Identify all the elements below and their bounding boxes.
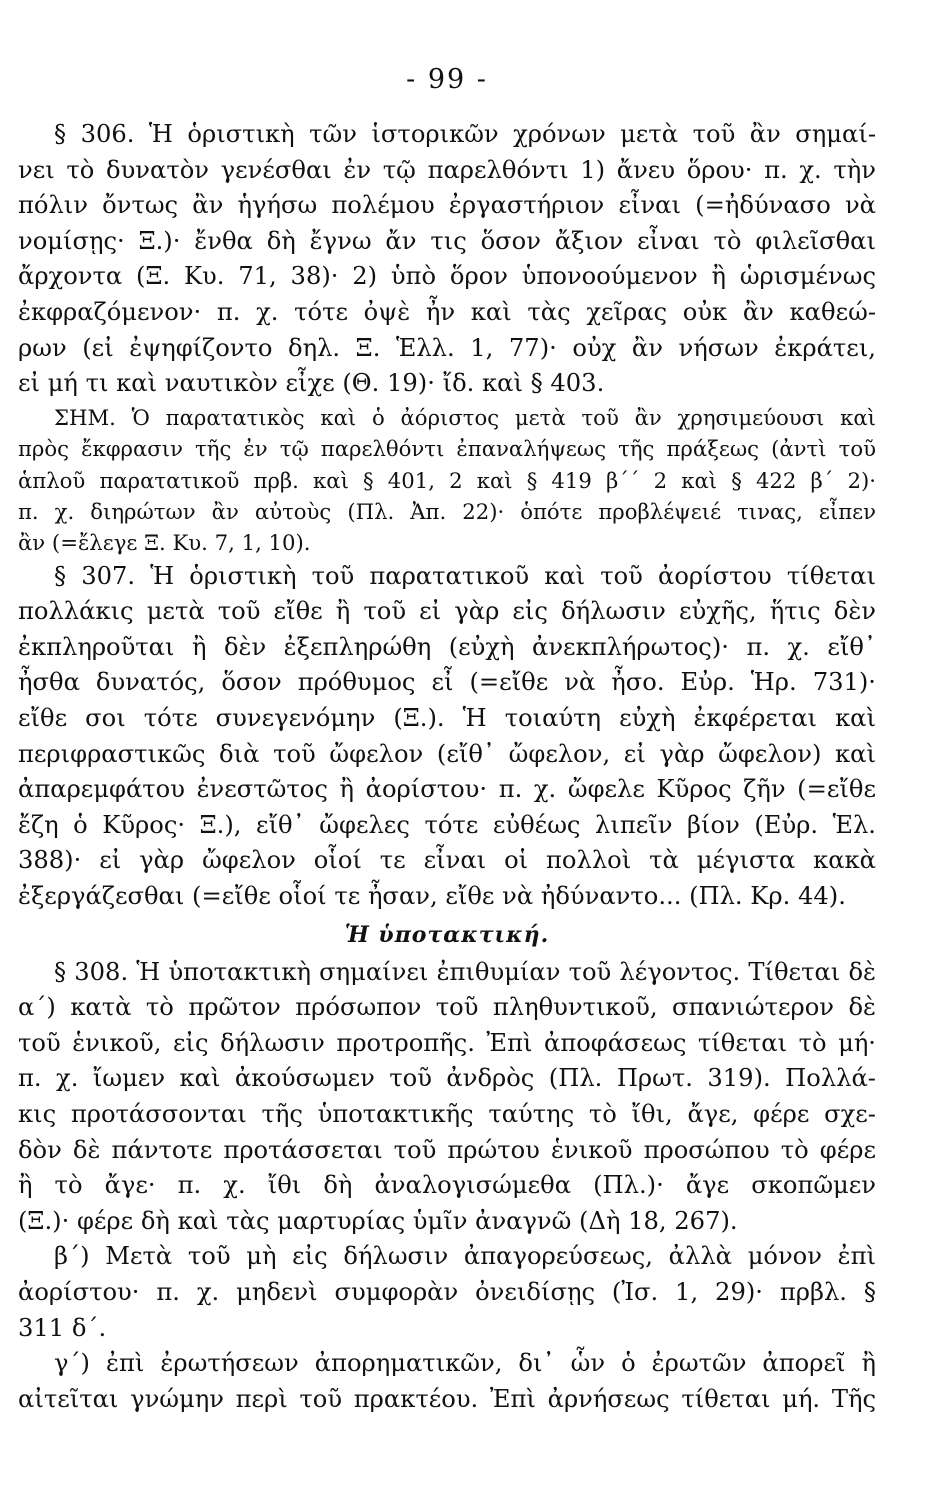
text-line: νομίσῃς· Ξ.)· ἔνθα δὴ ἔγνω ἄν τις ὅσον ἄξιον εἶναι τὸ φιλεῖσθαι xyxy=(18,226,876,255)
section-306 xyxy=(18,117,876,402)
note-line: π. χ. διηρώτων ἂν αὐτοὺς (Πλ. Ἀπ. 22)· ὁπότε προβλέψειέ τινας, εἶπεν xyxy=(18,498,876,524)
text-line: ἢ τὸ ἄγε· π. χ. ἴθι δὴ ἀναλογισώμεθα (Πλ.)· ἄγε σκοπῶμεν xyxy=(18,1171,876,1200)
text-line: 311 δ΄. xyxy=(18,1313,107,1342)
text-line: π. χ. ἴωμεν καὶ ἀκούσωμεν τοῦ ἀνδρὸς (Πλ. Πρωτ. 319). Πολλά- xyxy=(18,1064,876,1093)
text-line: ἦσθα δυνατός, ὅσον πρόθυμος εἶ (=εἴθε νὰ ἦσο. Εὐρ. Ἡρ. 731)· xyxy=(18,668,876,697)
text-line: § 308. Ἡ ὑποτακτικὴ σημαίνει ἐπιθυμίαν τοῦ λέγοντος. Τίθεται δὲ xyxy=(54,957,876,986)
note-line: ἂν (=ἔλεγε Ξ. Κυ. 7, 1, 10). xyxy=(18,530,311,556)
text-line: 388)· εἰ γὰρ ὤφελον οἷοί τε εἶναι οἱ πολλοὶ τὰ μέγιστα κακὰ xyxy=(18,846,876,875)
text-line: τοῦ ἑνικοῦ, εἰς δήλωσιν προτροπῆς. Ἐπὶ ἀποφάσεως τίθεται τὸ μή· xyxy=(18,1028,876,1057)
section-heading: Ἡ ὑποτακτική. xyxy=(344,921,550,948)
text-line: ἀορίστου· π. χ. μηδενὶ συμφορὰν ὀνειδίσῃς (Ἰσ. 1, 29)· πρβλ. § xyxy=(18,1277,876,1306)
text-line: § 307. Ἡ ὁριστικὴ τοῦ παρατατικοῦ καὶ τοῦ ἀορίστου τίθεται xyxy=(54,561,876,590)
text-line: ρων (εἰ ἐψηφίζοντο δηλ. Ξ. Ἑλλ. 1, 77)· οὐχ ἂν νήσων ἐκράτει, xyxy=(18,333,876,362)
text-line: νει τὸ δυνατὸν γενέσθαι ἐν τῷ παρελθόντι 1) ἄνευ ὅρου· π. χ. τὴν xyxy=(18,155,876,184)
section-308 xyxy=(18,955,876,1418)
text-line: (Ξ.)· φέρε δὴ καὶ τὰς μαρτυρίας ὑμῖν ἀναγνῶ (Δὴ 18, 267). xyxy=(18,1206,738,1235)
text-line: ἄρχοντα (Ξ. Κυ. 71, 38)· 2) ὑπὸ ὅρον ὑπονοούμενον ἢ ὡρισμένως xyxy=(18,262,876,291)
text-line: ἔζη ὁ Κῦρος· Ξ.), εἴθ᾿ ὤφελες τότε εὐθέως λιπεῖν βίον (Εὐρ. Ἑλ. xyxy=(18,810,876,839)
text-line: πόλιν ὄντως ἂν ἡγήσω πολέμου ἐργαστήριον εἶναι (=ἠδύνασο νὰ xyxy=(18,191,876,220)
text-line: ἐκπληροῦται ἢ δὲν ἐξεπληρώθη (εὐχὴ ἀνεκπλήρωτος)· π. χ. εἴθ᾿ xyxy=(18,632,876,661)
text-line: ἀπαρεμφάτου ἐνεστῶτος ἢ ἀορίστου· π. χ. ὤφελε Κῦρος ζῆν (=εἴθε xyxy=(18,775,876,804)
text-line: ἐκφραζόμενον· π. χ. τότε ὀψὲ ἦν καὶ τὰς χεῖρας οὐκ ἂν καθεώ- xyxy=(18,297,876,326)
note-line: πρὸς ἔκφρασιν τῆς ἐν τῷ παρελθόντι ἐπαναλήψεως τῆς πράξεως (ἀντὶ τοῦ xyxy=(18,436,876,462)
page-number: - 99 - xyxy=(406,64,488,95)
text-line: α΄) κατὰ τὸ πρῶτον πρόσωπον τοῦ πληθυντικοῦ, σπανιώτερον δὲ xyxy=(18,993,876,1022)
text-line: εἰ μή τι καὶ ναυτικὸν εἶχε (Θ. 19)· ἴδ. καὶ § 403. xyxy=(18,369,605,398)
text-line: δὸν δὲ πάντοτε προτάσσεται τοῦ πρώτου ἑνικοῦ προσώπου τὸ φέρε xyxy=(18,1135,876,1164)
section-307 xyxy=(18,559,876,915)
text-line: γ΄) ἐπὶ ἐρωτήσεων ἀπορηματικῶν, δι᾿ ὧν ὁ ἐρωτῶν ἀπορεῖ ἢ xyxy=(54,1349,876,1378)
note-306 xyxy=(18,402,876,559)
text-line: εἴθε σοι τότε συνεγενόμην (Ξ.). Ἡ τοιαύτη εὐχὴ ἐκφέρεται καὶ xyxy=(18,704,876,733)
text-line: αἰτεῖται γνώμην περὶ τοῦ πρακτέου. Ἐπὶ ἀρνήσεως τίθεται μή. Τῆς xyxy=(18,1384,876,1413)
text-line: ἐξεργάζεσθαι (=εἴθε οἷοί τε ἦσαν, εἴθε νὰ ἠδύναντο... (Πλ. Κρ. 44). xyxy=(18,882,846,911)
text-line: β΄) Μετὰ τοῦ μὴ εἰς δήλωσιν ἀπαγορεύσεως, ἀλλὰ μόνον ἐπὶ xyxy=(54,1242,876,1271)
text-line: κις προτάσσονται τῆς ὑποτακτικῆς ταύτης τὸ ἴθι, ἄγε, φέρε σχε- xyxy=(18,1100,876,1129)
note-line: ΣΗΜ. Ὁ παρατατικὸς καὶ ὁ ἀόριστος μετὰ τοῦ ἂν χρησιμεύουσι καὶ xyxy=(54,404,876,430)
text-line: περιφραστικῶς διὰ τοῦ ὤφελον (εἴθ᾿ ὤφελον, εἰ γὰρ ὤφελον) καὶ xyxy=(18,739,876,768)
text-line: πολλάκις μετὰ τοῦ εἴθε ἢ τοῦ εἰ γὰρ εἰς δήλωσιν εὐχῆς, ἥτις δὲν xyxy=(18,597,876,626)
text-line: § 306. Ἡ ὁριστικὴ τῶν ἱστορικῶν χρόνων μετὰ τοῦ ἂν σημαί- xyxy=(54,120,876,148)
note-line: ἁπλοῦ παρατατικοῦ πρβ. καὶ § 401, 2 καὶ § 419 β΄΄ 2 καὶ § 422 β΄ 2)· xyxy=(18,467,876,493)
